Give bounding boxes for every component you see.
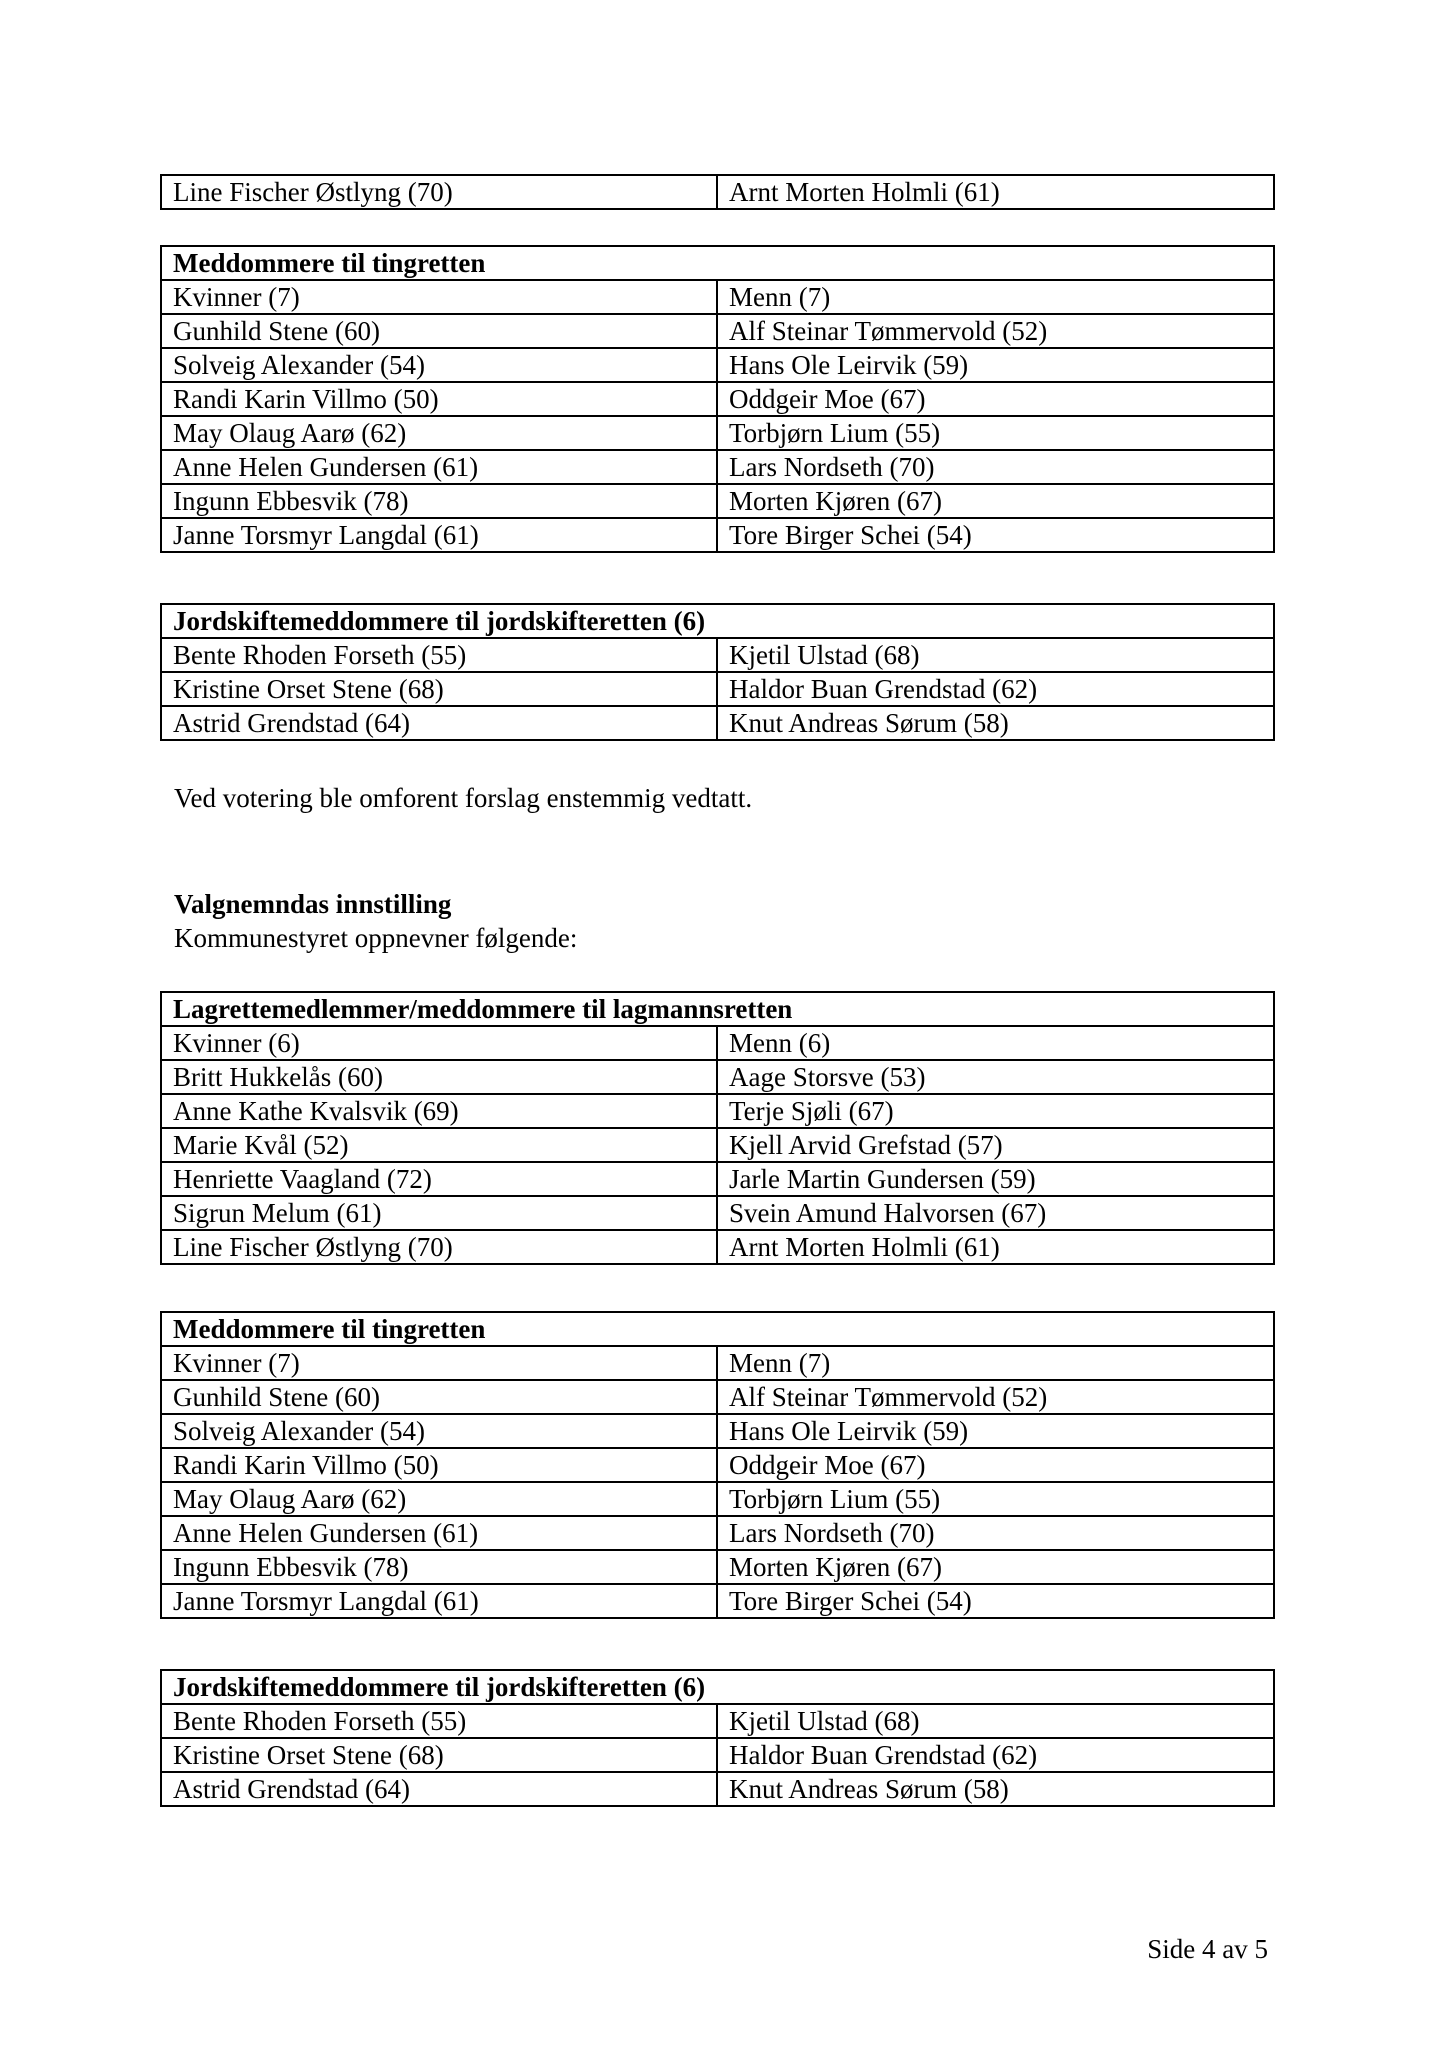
- table-row: [161, 1060, 1274, 1094]
- table-heading-row: [161, 246, 1274, 280]
- table-cell: Astrid Grendstad (64): [161, 1772, 717, 1806]
- table-heading: Meddommere til tingretten: [161, 1312, 1274, 1346]
- table-row: [161, 1448, 1274, 1482]
- table-row: [161, 382, 1274, 416]
- table-cell: Lars Nordseth (70): [717, 450, 1274, 484]
- table-cell: Gunhild Stene (60): [161, 1380, 717, 1414]
- table-row: [161, 638, 1274, 672]
- table-cell: Kvinner (7): [161, 1346, 717, 1380]
- table-heading-row: [161, 1670, 1274, 1704]
- table-row: [161, 450, 1274, 484]
- table-cell: Ingunn Ebbesvik (78): [161, 484, 717, 518]
- table-meddommere-tingretten-2: [160, 1311, 1275, 1619]
- table-cell: Randi Karin Villmo (50): [161, 1448, 717, 1482]
- table-cell: Menn (6): [717, 1026, 1274, 1060]
- table-cell: Anne Helen Gundersen (61): [161, 1516, 717, 1550]
- table-heading: Jordskiftemeddommere til jordskifteretten (6): [161, 1670, 1274, 1704]
- table-jordskifte-1: [160, 603, 1275, 741]
- table-heading: Lagrettemedlemmer/meddommere til lagmannsretten: [161, 992, 1274, 1026]
- table-cell: Alf Steinar Tømmervold (52): [717, 1380, 1274, 1414]
- table-cell: Line Fischer Østlyng (70): [161, 1230, 717, 1264]
- table-cell: Randi Karin Villmo (50): [161, 382, 717, 416]
- table-row: [161, 1162, 1274, 1196]
- table-cell: Arnt Morten Holmli (61): [717, 175, 1274, 209]
- table-row: [161, 1738, 1274, 1772]
- table-row: [161, 175, 1274, 209]
- table-lagrette: [160, 991, 1275, 1265]
- table-row: [161, 1196, 1274, 1230]
- table-cell: Solveig Alexander (54): [161, 1414, 717, 1448]
- table-row: [161, 1584, 1274, 1618]
- table-row: [161, 314, 1274, 348]
- table-cell: Tore Birger Schei (54): [717, 518, 1274, 552]
- table-jordskifte-2: [160, 1669, 1275, 1807]
- section-subtitle: Kommunestyret oppnevner følgende:: [174, 923, 578, 953]
- table-cell: Hans Ole Leirvik (59): [717, 348, 1274, 382]
- table-cell: Kjell Arvid Grefstad (57): [717, 1128, 1274, 1162]
- table-cell: Morten Kjøren (67): [717, 1550, 1274, 1584]
- table-row: [161, 1346, 1274, 1380]
- table-heading-row: [161, 992, 1274, 1026]
- table-row: [161, 484, 1274, 518]
- table-row: [161, 1128, 1274, 1162]
- table-cell: Ingunn Ebbesvik (78): [161, 1550, 717, 1584]
- table-cell: Svein Amund Halvorsen (67): [717, 1196, 1274, 1230]
- table-cell: Kvinner (6): [161, 1026, 717, 1060]
- table-cell: Line Fischer Østlyng (70): [161, 175, 717, 209]
- table-cell: Lars Nordseth (70): [717, 1516, 1274, 1550]
- table-row: [161, 1772, 1274, 1806]
- table-cell: Alf Steinar Tømmervold (52): [717, 314, 1274, 348]
- table-heading-row: [161, 1312, 1274, 1346]
- table-row: [161, 1516, 1274, 1550]
- table-meddommere-tingretten-1: [160, 245, 1275, 553]
- page-number: Side 4 av 5: [1147, 1934, 1268, 1964]
- table-cell: Kjetil Ulstad (68): [717, 638, 1274, 672]
- table-cell: Janne Torsmyr Langdal (61): [161, 1584, 717, 1618]
- section-title: Valgnemndas innstilling: [174, 889, 452, 919]
- table-cell: Astrid Grendstad (64): [161, 706, 717, 740]
- table-cell: Janne Torsmyr Langdal (61): [161, 518, 717, 552]
- table-row: [161, 416, 1274, 450]
- table-cell: Hans Ole Leirvik (59): [717, 1414, 1274, 1448]
- table-cell: Anne Kathe Kvalsvik (69): [161, 1094, 717, 1128]
- table-cell: Menn (7): [717, 280, 1274, 314]
- table-row: [161, 1704, 1274, 1738]
- table-cell: Tore Birger Schei (54): [717, 1584, 1274, 1618]
- table-cell: Marie Kvål (52): [161, 1128, 717, 1162]
- table-cell: Haldor Buan Grendstad (62): [717, 672, 1274, 706]
- table-cell: Kristine Orset Stene (68): [161, 672, 717, 706]
- table-cell: Kvinner (7): [161, 280, 717, 314]
- table-cell: May Olaug Aarø (62): [161, 416, 717, 450]
- table-cell: Arnt Morten Holmli (61): [717, 1230, 1274, 1264]
- table-cell: Henriette Vaagland (72): [161, 1162, 717, 1196]
- table-cell: Kristine Orset Stene (68): [161, 1738, 717, 1772]
- table-row: [161, 706, 1274, 740]
- table-row: [161, 1094, 1274, 1128]
- table-row: [161, 280, 1274, 314]
- vote-result-text: Ved votering ble omforent forslag enstemmig vedtatt.: [174, 783, 753, 813]
- table-row: [161, 518, 1274, 552]
- table-cell: Oddgeir Moe (67): [717, 1448, 1274, 1482]
- table-heading: Meddommere til tingretten: [161, 246, 1274, 280]
- table-cell: Torbjørn Lium (55): [717, 416, 1274, 450]
- table-cell: Sigrun Melum (61): [161, 1196, 717, 1230]
- table-row: [161, 1380, 1274, 1414]
- table-cell: Solveig Alexander (54): [161, 348, 717, 382]
- table-cell: Britt Hukkelås (60): [161, 1060, 717, 1094]
- table-cell: Aage Storsve (53): [717, 1060, 1274, 1094]
- table-heading-row: [161, 604, 1274, 638]
- table-row: [161, 1482, 1274, 1516]
- table-row: [161, 348, 1274, 382]
- table-cell: Gunhild Stene (60): [161, 314, 717, 348]
- table-cell: Oddgeir Moe (67): [717, 382, 1274, 416]
- table-top-continuation: [160, 174, 1275, 210]
- table-heading: Jordskiftemeddommere til jordskifteretten (6): [161, 604, 1274, 638]
- table-cell: Haldor Buan Grendstad (62): [717, 1738, 1274, 1772]
- table-cell: Torbjørn Lium (55): [717, 1482, 1274, 1516]
- table-row: [161, 672, 1274, 706]
- table-cell: Menn (7): [717, 1346, 1274, 1380]
- table-row: [161, 1414, 1274, 1448]
- table-cell: May Olaug Aarø (62): [161, 1482, 717, 1516]
- table-cell: Terje Sjøli (67): [717, 1094, 1274, 1128]
- table-cell: Bente Rhoden Forseth (55): [161, 1704, 717, 1738]
- table-row: [161, 1550, 1274, 1584]
- table-row: [161, 1230, 1274, 1264]
- table-cell: Bente Rhoden Forseth (55): [161, 638, 717, 672]
- table-cell: Morten Kjøren (67): [717, 484, 1274, 518]
- table-cell: Kjetil Ulstad (68): [717, 1704, 1274, 1738]
- table-cell: Knut Andreas Sørum (58): [717, 706, 1274, 740]
- table-cell: Anne Helen Gundersen (61): [161, 450, 717, 484]
- table-row: [161, 1026, 1274, 1060]
- table-cell: Knut Andreas Sørum (58): [717, 1772, 1274, 1806]
- table-cell: Jarle Martin Gundersen (59): [717, 1162, 1274, 1196]
